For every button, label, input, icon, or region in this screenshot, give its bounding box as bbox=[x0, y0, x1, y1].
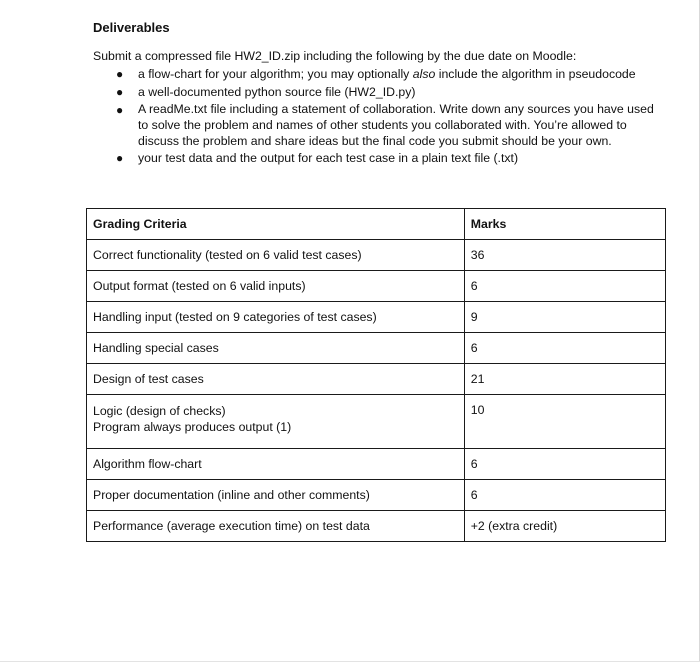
criteria-cell: Design of test cases bbox=[87, 364, 465, 395]
table-row bbox=[87, 240, 666, 271]
intro-paragraph: Submit a compressed file HW2_ID.zip including the following by the due date on Moodle: bbox=[93, 49, 577, 63]
table-row bbox=[87, 449, 666, 480]
list-item bbox=[93, 83, 673, 101]
list-item-text-line: A readMe.txt file including a statement of collaboration. Write down any sources you have used bbox=[138, 102, 654, 116]
list-item-text-part: include the algorithm in pseudocode bbox=[435, 67, 636, 81]
criteria-cell: Correct functionality (tested on 6 valid test cases) bbox=[87, 240, 465, 271]
marks-cell: 36 bbox=[464, 240, 665, 271]
table-row bbox=[87, 302, 666, 333]
bullet-icon: ● bbox=[116, 67, 124, 81]
table-row bbox=[87, 271, 666, 302]
criteria-cell: Proper documentation (inline and other comments) bbox=[87, 480, 465, 511]
table-row bbox=[87, 395, 666, 449]
list-item-emphasis: also bbox=[412, 67, 436, 81]
criteria-cell: Algorithm flow-chart bbox=[87, 449, 465, 480]
marks-cell: 6 bbox=[464, 449, 665, 480]
list-item-text-part: a flow-chart for your algorithm; you may optionally bbox=[138, 67, 413, 81]
criteria-line: Logic (design of checks) bbox=[93, 404, 226, 418]
table-row bbox=[87, 480, 666, 511]
criteria-cell: Performance (average execution time) on test data bbox=[87, 511, 465, 542]
table-header-row bbox=[87, 209, 666, 240]
marks-cell: 6 bbox=[464, 271, 665, 302]
criteria-line: Program always produces output (1) bbox=[93, 420, 292, 434]
bullet-icon: ● bbox=[116, 103, 124, 117]
marks-cell: +2 (extra credit) bbox=[464, 511, 665, 542]
criteria-cell: Handling special cases bbox=[87, 333, 465, 364]
bullet-icon: ● bbox=[116, 85, 124, 99]
table-row bbox=[87, 333, 666, 364]
marks-cell: 6 bbox=[464, 333, 665, 364]
column-header-criteria: Grading Criteria bbox=[87, 209, 465, 240]
table-row bbox=[87, 364, 666, 395]
marks-cell: 9 bbox=[464, 302, 665, 333]
list-item-text-line: to solve the problem and names of other students you collaborated with. You’re allowed to bbox=[138, 118, 627, 132]
bullet-icon: ● bbox=[116, 151, 124, 165]
criteria-cell: Handling input (tested on 9 categories of test cases) bbox=[87, 302, 465, 333]
table-row bbox=[87, 511, 666, 542]
section-heading: Deliverables bbox=[93, 20, 170, 35]
list-item bbox=[93, 65, 673, 83]
marks-cell: 21 bbox=[464, 364, 665, 395]
list-item bbox=[93, 101, 673, 149]
marks-cell: 10 bbox=[464, 395, 665, 449]
column-header-marks: Marks bbox=[464, 209, 665, 240]
grading-table bbox=[86, 208, 666, 542]
criteria-cell bbox=[87, 395, 465, 449]
list-item-text: your test data and the output for each test case in a plain text file (.txt) bbox=[138, 151, 519, 165]
criteria-cell: Output format (tested on 6 valid inputs) bbox=[87, 271, 465, 302]
list-item-text: a well-documented python source file (HW2_ID.py) bbox=[138, 85, 416, 99]
deliverables-list bbox=[93, 65, 673, 167]
marks-cell: 6 bbox=[464, 480, 665, 511]
list-item-text bbox=[138, 67, 636, 81]
list-item-text-line: discuss the problem and share ideas but the final code you submit should be your own. bbox=[138, 134, 612, 148]
list-item bbox=[93, 149, 673, 167]
